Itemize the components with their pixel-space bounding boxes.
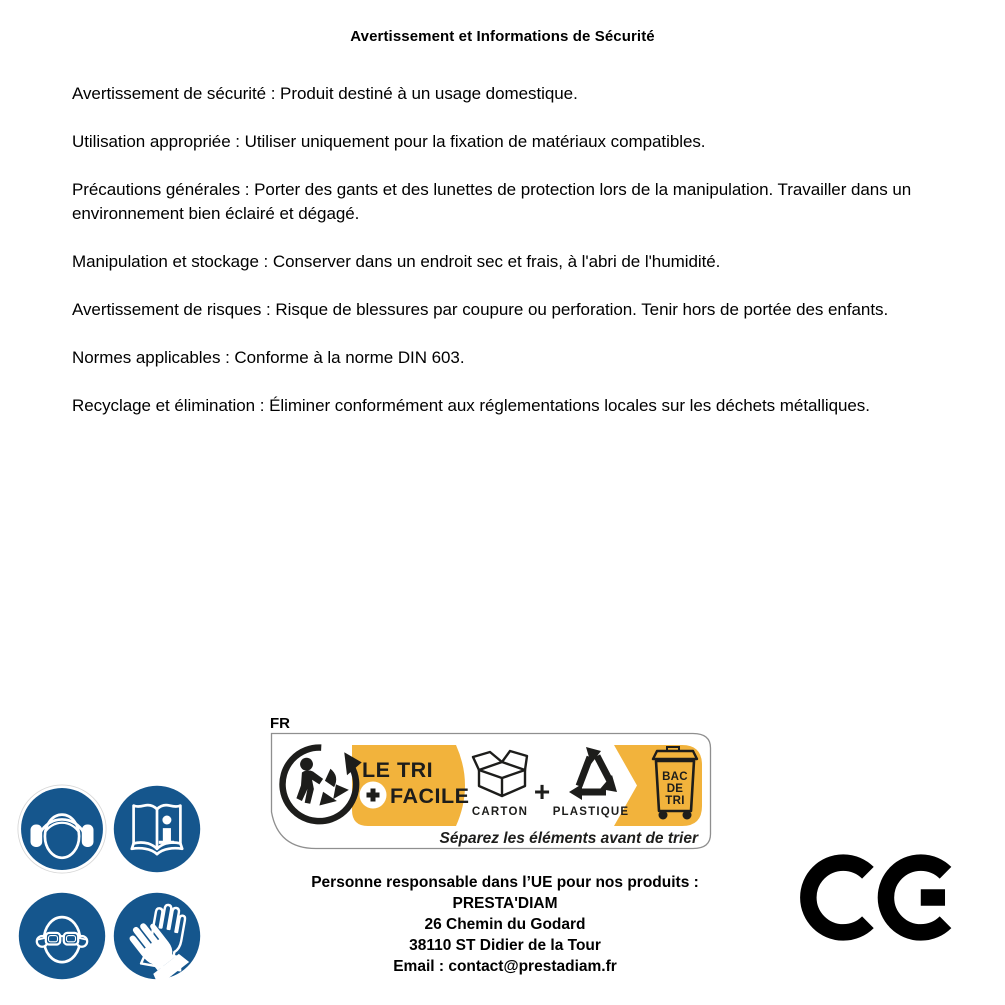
wear-eye-protection-icon [17,891,107,981]
sorting-tagline: Séparez les éléments avant de trier [439,830,698,847]
safety-text-block [72,82,972,442]
safety-paragraph: Normes applicables : Conforme à la norme DIN 603. [72,348,465,367]
company-name: PRESTA'DIAM [452,895,558,912]
sorting-bin-icon [653,747,697,820]
bin-text-3: TRI [665,795,685,807]
material-plastique-label: PLASTIQUE [552,806,630,818]
recycling-sorting-label [270,730,712,852]
safety-paragraph: Recyclage et élimination : Éliminer conformément aux réglementations locales sur les déchets métalliques. [72,396,870,415]
page-title: Avertissement et Informations de Sécurité [350,28,655,45]
read-instruction-manual-icon [112,784,202,874]
responsible-intro: Personne responsable dans l’UE pour nos produits : [311,874,699,891]
safety-paragraph: Précautions générales : Porter des gants et des lunettes de protection lors de la manipulation. Travailler dans un environnement bien éclairé et dégagé. [72,180,912,223]
ce-marking-icon [798,849,964,946]
contact-email: Email : contact@prestadiam.fr [393,958,617,975]
bin-text-1: BAC [662,771,688,783]
material-carton-label: CARTON [471,806,529,818]
safety-paragraph: Avertissement de risques : Risque de blessures par coupure ou perforation. Tenir hors de portée des enfants. [72,300,889,319]
safety-paragraph: Avertissement de sécurité : Produit destiné à un usage domestique. [72,84,578,103]
materials-plus-sign: + [533,776,551,807]
tri-headline-2: FACILE [390,784,470,808]
address-line-2: 38110 ST Didier de la Tour [409,937,601,954]
address-line-1: 26 Chemin du Godard [424,916,586,933]
bin-text-2: DE [666,783,684,795]
wear-protective-gloves-icon [112,891,202,981]
country-code-label: FR [270,715,290,732]
wear-ear-protection-icon [17,784,107,874]
tri-headline-1: LE TRI [362,758,434,782]
responsible-person-block [275,872,735,977]
safety-paragraph: Utilisation appropriée : Utiliser uniquement pour la fixation de matériaux compatibles. [72,132,706,151]
safety-paragraph: Manipulation et stockage : Conserver dans un endroit sec et frais, à l'abri de l'humidité. [72,252,721,271]
